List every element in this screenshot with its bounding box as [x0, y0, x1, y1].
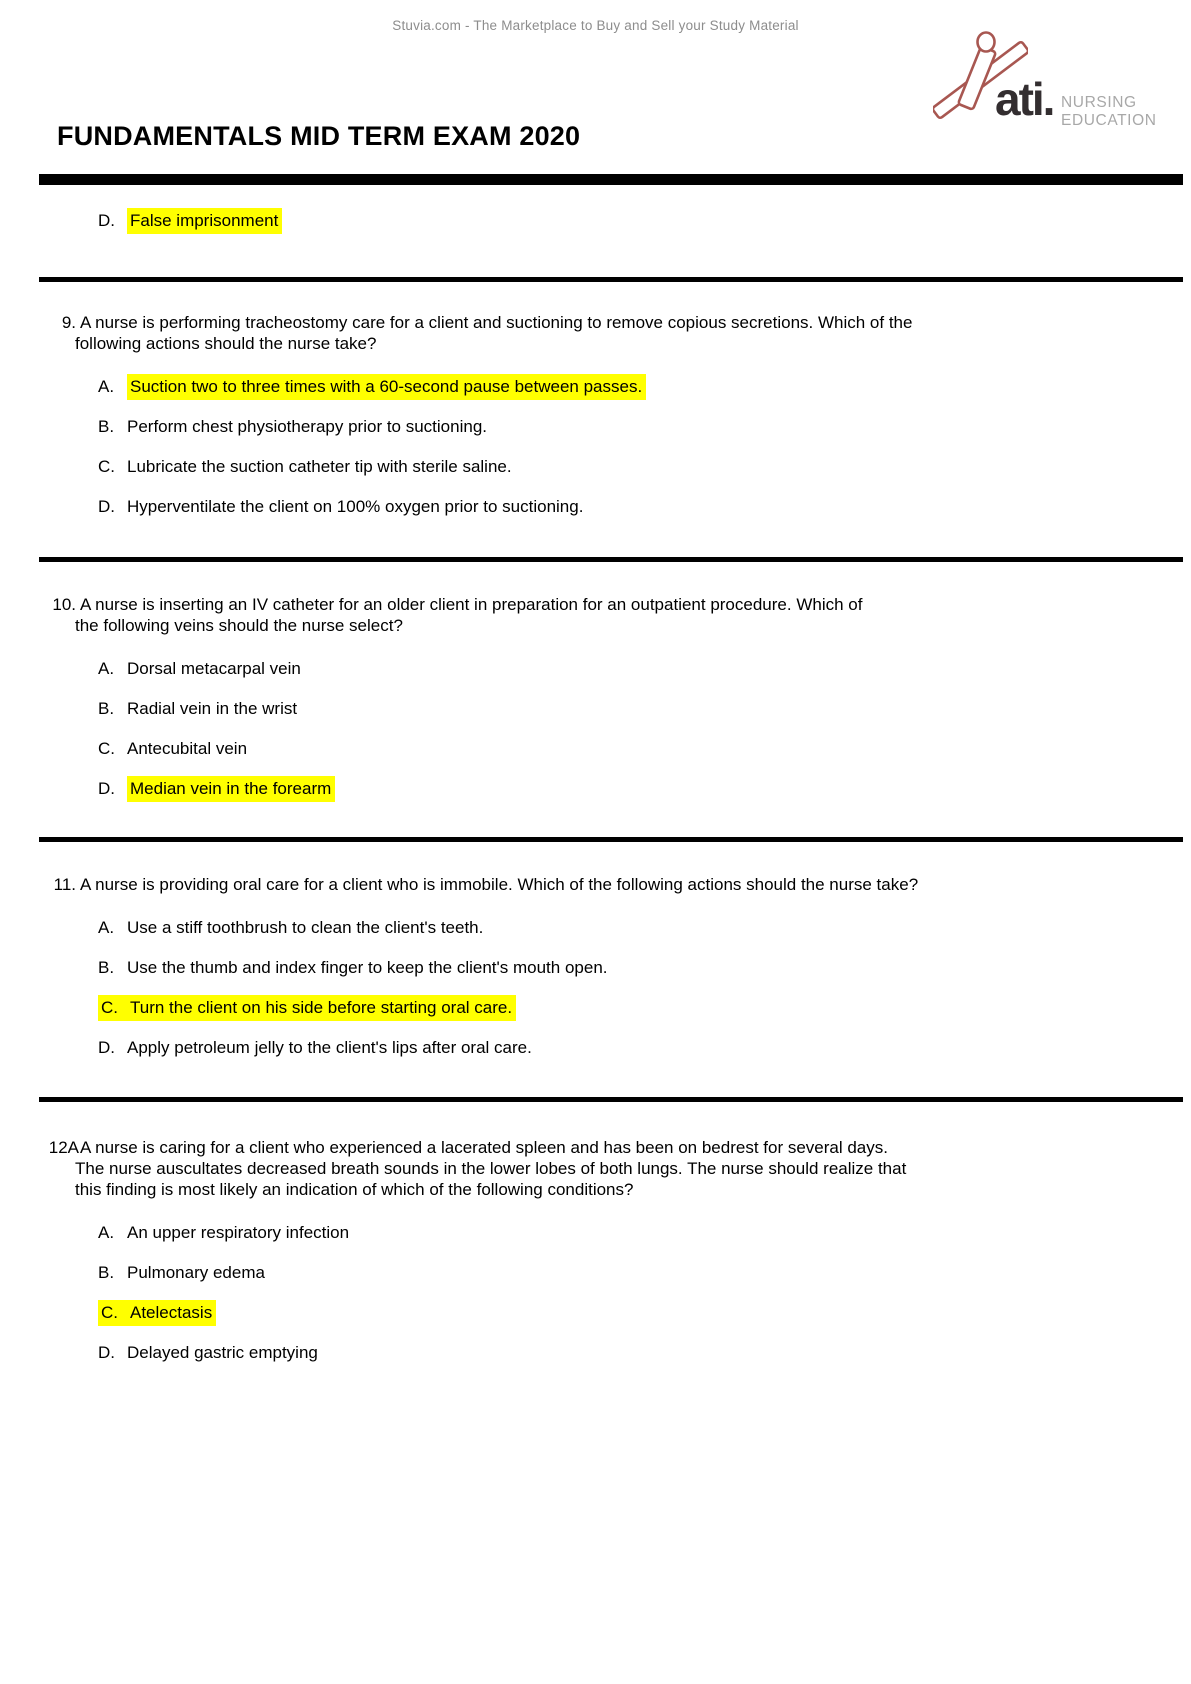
answer-option: [0, 416, 1150, 437]
option-letter: A.: [98, 659, 115, 678]
answer-option: [0, 698, 1150, 719]
options-list: [0, 376, 1150, 517]
highlighted-answer: False imprisonment: [127, 208, 282, 234]
ati-nursing-label: NURSING: [1061, 94, 1137, 111]
answer-option: [0, 210, 282, 231]
question-text-line: 11. A nurse is providing oral care for a client who is immobile. Which of the following actions should the nurse take?: [0, 874, 1150, 895]
page-title: FUNDAMENTALS MID TERM EXAM 2020: [57, 121, 581, 151]
answer-option: [0, 1222, 1150, 1243]
option-text: Perform chest physiotherapy prior to suctioning.: [127, 417, 488, 436]
options-list: [0, 1222, 1150, 1363]
answer-option: [0, 917, 1150, 938]
option-letter: D.: [98, 1343, 115, 1362]
option-letter: D.: [98, 1038, 115, 1057]
answer-option: [0, 738, 1150, 759]
option-text: Use a stiff toothbrush to clean the client's teeth.: [127, 918, 484, 937]
option-letter: D.: [98, 211, 115, 230]
options-list: [0, 658, 1150, 799]
option-text: Atelectasis: [130, 1303, 213, 1322]
question-divider: [39, 1097, 1183, 1102]
option-text: Pulmonary edema: [127, 1263, 265, 1282]
option-text: Dorsal metacarpal vein: [127, 659, 301, 678]
option-text: Delayed gastric emptying: [127, 1343, 318, 1362]
answer-option: [0, 1037, 1150, 1058]
question-number: 10.: [52, 595, 76, 614]
question-text-line: 12A A nurse is caring for a client who experienced a lacerated spleen and has been on bedrest for several days.: [0, 1137, 1150, 1158]
answer-option: [0, 957, 1150, 978]
option-text: An upper respiratory infection: [127, 1223, 350, 1242]
answer-option: [0, 997, 1150, 1018]
options-list: [0, 917, 1150, 1058]
highlighted-answer: Median vein in the forearm: [127, 776, 335, 802]
option-letter: B.: [98, 699, 115, 718]
ati-education-label: EDUCATION: [1061, 111, 1157, 129]
question-number: 12A: [48, 1138, 79, 1157]
answer-option: [0, 456, 1150, 477]
question-text-line: following actions should the nurse take?: [75, 334, 377, 353]
option-letter: B.: [98, 958, 115, 977]
stuvia-watermark: Stuvia.com - The Marketplace to Buy and Sell your Study Material: [392, 18, 799, 33]
question-text-line: this finding is most likely an indication of which of the following conditions?: [75, 1180, 634, 1199]
option-letter: A.: [98, 918, 115, 937]
highlighted-answer: [98, 995, 516, 1021]
question-text-line: 9. A nurse is performing tracheostomy care for a client and suctioning to remove copious secretions. Which of the: [0, 312, 1150, 333]
question-divider: [39, 277, 1183, 282]
option-text: Antecubital vein: [127, 739, 248, 758]
option-letter: D.: [98, 779, 115, 798]
highlighted-answer: [98, 1300, 216, 1326]
question-number: 11.: [53, 875, 76, 894]
question-text-line: the following veins should the nurse select?: [75, 616, 403, 635]
answer-option: [0, 778, 1150, 799]
option-letter: C.: [101, 998, 118, 1017]
option-text: Apply petroleum jelly to the client's lips after oral care.: [127, 1038, 532, 1057]
question-number: 9.: [61, 313, 76, 332]
question-divider: [39, 837, 1183, 842]
question-block: [0, 312, 1150, 517]
question-block: [0, 1137, 1150, 1363]
option-text: Hyperventilate the client on 100% oxygen prior to suctioning.: [127, 497, 584, 516]
question-block: [0, 594, 1150, 799]
answer-option: [0, 376, 1150, 397]
option-text: Radial vein in the wrist: [127, 699, 298, 718]
answer-option: [0, 1262, 1150, 1283]
answer-option: [0, 1302, 1150, 1323]
answer-option: [0, 1342, 1150, 1363]
option-letter: C.: [101, 1303, 118, 1322]
question-block: [0, 874, 1150, 1058]
question-text-line: 10. A nurse is inserting an IV catheter for an older client in preparation for an outpatient procedure. Which of: [0, 594, 1150, 615]
option-text: Turn the client on his side before starting oral care.: [130, 998, 513, 1017]
option-letter: A.: [98, 377, 115, 396]
option-letter: B.: [98, 417, 115, 436]
option-letter: C.: [98, 739, 115, 758]
option-text: Lubricate the suction catheter tip with sterile saline.: [127, 457, 512, 476]
highlighted-answer: Suction two to three times with a 60-second pause between passes.: [127, 374, 646, 400]
question-text-line: The nurse auscultates decreased breath sounds in the lower lobes of both lungs. The nurse should realize that: [75, 1159, 907, 1178]
option-letter: A.: [98, 1223, 115, 1242]
ati-brand-text: ati.: [995, 73, 1054, 125]
option-text: Use the thumb and index finger to keep the client's mouth open.: [127, 958, 608, 977]
answer-option: [0, 496, 1150, 517]
question-divider: [39, 557, 1183, 562]
option-letter: B.: [98, 1263, 115, 1282]
answer-option: [0, 658, 1150, 679]
option-letter: D.: [98, 497, 115, 516]
option-letter: C.: [98, 457, 115, 476]
